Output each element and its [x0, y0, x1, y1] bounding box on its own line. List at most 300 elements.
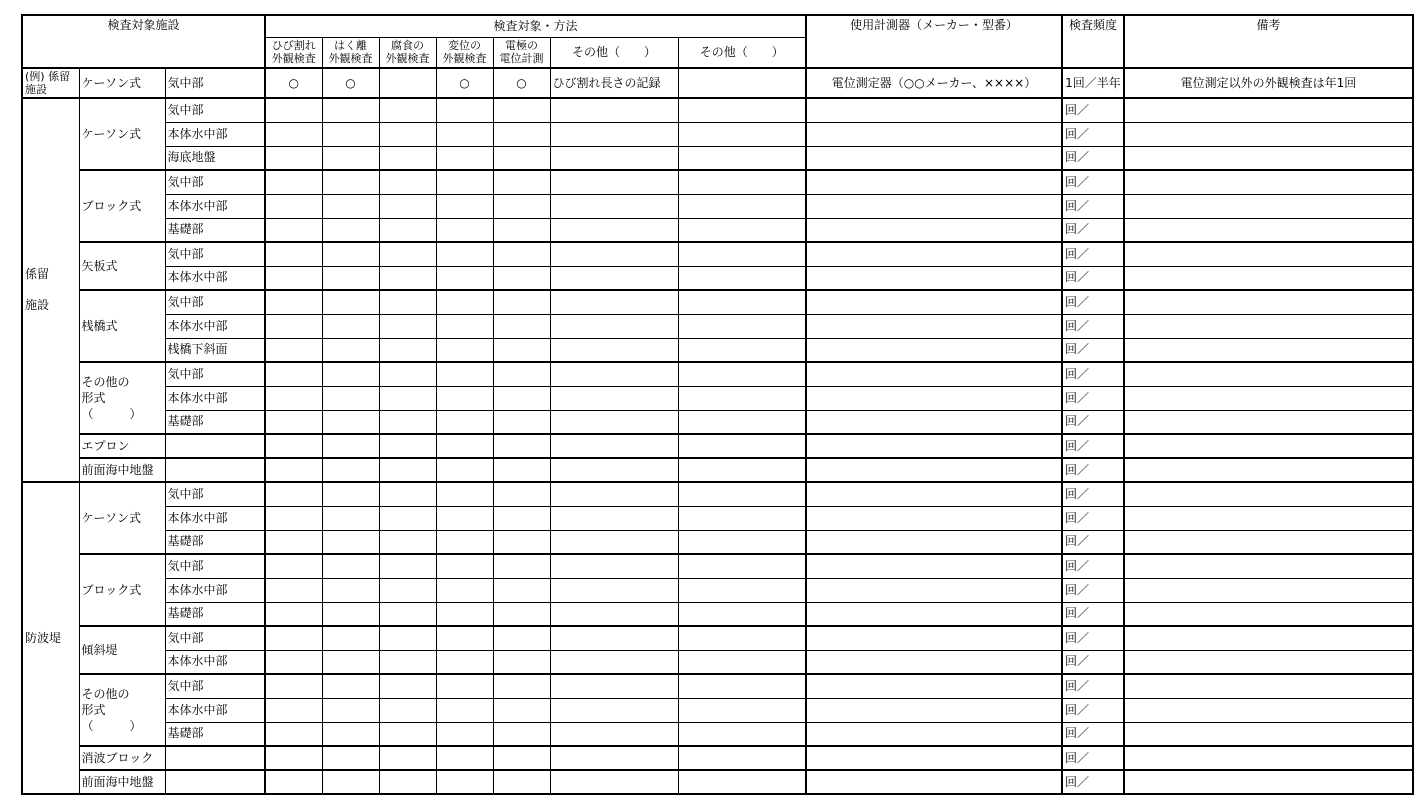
breakwater-0-2-entry-6[interactable]: [550, 530, 678, 554]
breakwater-0-2-frequency[interactable]: 回／: [1062, 530, 1124, 554]
mooring-1-2-entry-7[interactable]: [678, 218, 806, 242]
mooring-1-0-entry-1[interactable]: [265, 170, 322, 194]
breakwater-1-0-entry-7[interactable]: [678, 554, 806, 578]
mooring-2-1-entry-6[interactable]: [550, 266, 678, 290]
breakwater-single-1-entry-7[interactable]: [678, 770, 806, 794]
mooring-0-0-entry-5[interactable]: [493, 98, 550, 122]
mooring-single-0-entry-5[interactable]: [493, 434, 550, 458]
mooring-single-0-entry-7[interactable]: [678, 434, 806, 458]
mooring-part-3-0: 気中部: [165, 290, 265, 314]
example-mark-5: ○: [493, 68, 550, 98]
mooring-0-1-entry-7[interactable]: [678, 122, 806, 146]
breakwater-0-0-entry-2[interactable]: [322, 482, 379, 506]
mooring-part-0-0: 気中部: [165, 98, 265, 122]
mooring-3-0-entry-6[interactable]: [550, 290, 678, 314]
mooring-4-1-entry-5[interactable]: [493, 386, 550, 410]
breakwater-1-0-entry-2[interactable]: [322, 554, 379, 578]
mooring-2-0-entry-1[interactable]: [265, 242, 322, 266]
breakwater-1-1-remark[interactable]: [1124, 578, 1413, 602]
breakwater-single-1-entry-3[interactable]: [379, 770, 436, 794]
breakwater-1-2-entry-7[interactable]: [678, 602, 806, 626]
mooring-single-1-entry-7[interactable]: [678, 458, 806, 482]
mooring-0-2-entry-6[interactable]: [550, 146, 678, 170]
breakwater-1-0-entry-1[interactable]: [265, 554, 322, 578]
mooring-1-2-entry-2[interactable]: [322, 218, 379, 242]
breakwater-2-1-frequency[interactable]: 回／: [1062, 650, 1124, 674]
mooring-single-1-remark[interactable]: [1124, 458, 1413, 482]
breakwater-1-0-entry-3[interactable]: [379, 554, 436, 578]
breakwater-3-2-entry-5[interactable]: [493, 722, 550, 746]
mooring-1-1-entry-6[interactable]: [550, 194, 678, 218]
mooring-1-1-entry-2[interactable]: [322, 194, 379, 218]
mooring-4-1-entry-6[interactable]: [550, 386, 678, 410]
breakwater-0-0-entry-3[interactable]: [379, 482, 436, 506]
breakwater-single-0-instrument[interactable]: [806, 746, 1062, 770]
breakwater-3-2-entry-1[interactable]: [265, 722, 322, 746]
breakwater-2-0-entry-5[interactable]: [493, 626, 550, 650]
breakwater-1-1-entry-1[interactable]: [265, 578, 322, 602]
mooring-4-2-entry-4[interactable]: [436, 410, 493, 434]
mooring-single-1-entry-2[interactable]: [322, 458, 379, 482]
mooring-3-0-instrument[interactable]: [806, 290, 1062, 314]
mooring-0-1-entry-2[interactable]: [322, 122, 379, 146]
breakwater-1-2-remark[interactable]: [1124, 602, 1413, 626]
mooring-3-2-entry-1[interactable]: [265, 338, 322, 362]
breakwater-3-1-entry-7[interactable]: [678, 698, 806, 722]
breakwater-1-2-instrument[interactable]: [806, 602, 1062, 626]
mooring-2-0-entry-2[interactable]: [322, 242, 379, 266]
mooring-1-1-entry-7[interactable]: [678, 194, 806, 218]
mooring-0-0-frequency[interactable]: 回／: [1062, 98, 1124, 122]
mooring-2-1-entry-1[interactable]: [265, 266, 322, 290]
breakwater-0-0-entry-7[interactable]: [678, 482, 806, 506]
breakwater-single-0-entry-1[interactable]: [265, 746, 322, 770]
breakwater-single-1-entry-4[interactable]: [436, 770, 493, 794]
mooring-0-0-entry-6[interactable]: [550, 98, 678, 122]
mooring-single-0-entry-1[interactable]: [265, 434, 322, 458]
breakwater-2-1-entry-6[interactable]: [550, 650, 678, 674]
mooring-2-1-entry-3[interactable]: [379, 266, 436, 290]
breakwater-0-0-remark[interactable]: [1124, 482, 1413, 506]
mooring-2-1-entry-4[interactable]: [436, 266, 493, 290]
mooring-1-0-entry-6[interactable]: [550, 170, 678, 194]
mooring-0-2-entry-3[interactable]: [379, 146, 436, 170]
breakwater-1-0-remark[interactable]: [1124, 554, 1413, 578]
mooring-3-1-entry-2[interactable]: [322, 314, 379, 338]
mooring-3-0-entry-3[interactable]: [379, 290, 436, 314]
breakwater-1-0-entry-6[interactable]: [550, 554, 678, 578]
breakwater-single-0-entry-4[interactable]: [436, 746, 493, 770]
breakwater-0-1-entry-7[interactable]: [678, 506, 806, 530]
mooring-4-0-entry-3[interactable]: [379, 362, 436, 386]
breakwater-3-1-instrument[interactable]: [806, 698, 1062, 722]
mooring-4-1-entry-2[interactable]: [322, 386, 379, 410]
mooring-single-1-entry-6[interactable]: [550, 458, 678, 482]
breakwater-0-2-entry-2[interactable]: [322, 530, 379, 554]
example-label: (例) 係留 施設: [22, 68, 79, 98]
breakwater-3-2-entry-2[interactable]: [322, 722, 379, 746]
mooring-3-1-entry-5[interactable]: [493, 314, 550, 338]
mooring-3-1-entry-3[interactable]: [379, 314, 436, 338]
breakwater-2-0-entry-3[interactable]: [379, 626, 436, 650]
mooring-2-1-entry-7[interactable]: [678, 266, 806, 290]
breakwater-2-1-entry-1[interactable]: [265, 650, 322, 674]
mooring-0-0-entry-7[interactable]: [678, 98, 806, 122]
breakwater-3-0-entry-3[interactable]: [379, 674, 436, 698]
breakwater-1-2-frequency[interactable]: 回／: [1062, 602, 1124, 626]
breakwater-0-1-entry-3[interactable]: [379, 506, 436, 530]
breakwater-single-1-entry-5[interactable]: [493, 770, 550, 794]
breakwater-3-2-entry-6[interactable]: [550, 722, 678, 746]
mooring-4-0-entry-1[interactable]: [265, 362, 322, 386]
mooring-4-2-entry-2[interactable]: [322, 410, 379, 434]
breakwater-2-0-entry-1[interactable]: [265, 626, 322, 650]
mooring-0-2-entry-5[interactable]: [493, 146, 550, 170]
mooring-1-0-entry-5[interactable]: [493, 170, 550, 194]
mooring-4-1-entry-4[interactable]: [436, 386, 493, 410]
breakwater-2-1-entry-7[interactable]: [678, 650, 806, 674]
example-mark-2: ○: [322, 68, 379, 98]
mooring-1-0-entry-7[interactable]: [678, 170, 806, 194]
mooring-4-0-entry-2[interactable]: [322, 362, 379, 386]
breakwater-1-1-entry-5[interactable]: [493, 578, 550, 602]
mooring-3-2-entry-7[interactable]: [678, 338, 806, 362]
breakwater-single-1-instrument[interactable]: [806, 770, 1062, 794]
breakwater-1-0-instrument[interactable]: [806, 554, 1062, 578]
mooring-single-1-instrument[interactable]: [806, 458, 1062, 482]
breakwater-2-1-remark[interactable]: [1124, 650, 1413, 674]
breakwater-3-0-instrument[interactable]: [806, 674, 1062, 698]
breakwater-2-0-entry-7[interactable]: [678, 626, 806, 650]
mooring-3-2-entry-4[interactable]: [436, 338, 493, 362]
breakwater-2-0-remark[interactable]: [1124, 626, 1413, 650]
mooring-0-2-instrument[interactable]: [806, 146, 1062, 170]
mooring-3-0-entry-7[interactable]: [678, 290, 806, 314]
mooring-2-0-entry-7[interactable]: [678, 242, 806, 266]
breakwater-single-0-entry-3[interactable]: [379, 746, 436, 770]
breakwater-3-0-entry-1[interactable]: [265, 674, 322, 698]
mooring-1-1-frequency[interactable]: 回／: [1062, 194, 1124, 218]
mooring-4-2-frequency[interactable]: 回／: [1062, 410, 1124, 434]
mooring-single-1-entry-4[interactable]: [436, 458, 493, 482]
mooring-4-1-entry-7[interactable]: [678, 386, 806, 410]
mooring-2-1-remark[interactable]: [1124, 266, 1413, 290]
mooring-3-0-entry-4[interactable]: [436, 290, 493, 314]
mooring-1-0-remark[interactable]: [1124, 170, 1413, 194]
breakwater-part-2-1: 本体水中部: [165, 650, 265, 674]
mooring-3-0-frequency[interactable]: 回／: [1062, 290, 1124, 314]
breakwater-2-1-entry-4[interactable]: [436, 650, 493, 674]
mooring-part-1-2: 基礎部: [165, 218, 265, 242]
mooring-0-1-entry-3[interactable]: [379, 122, 436, 146]
breakwater-0-0-entry-4[interactable]: [436, 482, 493, 506]
breakwater-3-2-frequency[interactable]: 回／: [1062, 722, 1124, 746]
mooring-4-2-entry-3[interactable]: [379, 410, 436, 434]
mooring-4-2-entry-1[interactable]: [265, 410, 322, 434]
mooring-4-2-entry-7[interactable]: [678, 410, 806, 434]
breakwater-1-1-frequency[interactable]: 回／: [1062, 578, 1124, 602]
mooring-4-2-instrument[interactable]: [806, 410, 1062, 434]
mooring-2-1-frequency[interactable]: 回／: [1062, 266, 1124, 290]
breakwater-1-2-entry-6[interactable]: [550, 602, 678, 626]
mooring-3-2-entry-6[interactable]: [550, 338, 678, 362]
breakwater-1-2-entry-3[interactable]: [379, 602, 436, 626]
mooring-4-0-entry-4[interactable]: [436, 362, 493, 386]
mooring-single-1-frequency[interactable]: 回／: [1062, 458, 1124, 482]
mooring-0-2-frequency[interactable]: 回／: [1062, 146, 1124, 170]
breakwater-single-0-entry-7[interactable]: [678, 746, 806, 770]
mooring-1-0-entry-2[interactable]: [322, 170, 379, 194]
breakwater-0-2-entry-4[interactable]: [436, 530, 493, 554]
mooring-part-4-2: 基礎部: [165, 410, 265, 434]
breakwater-0-0-entry-1[interactable]: [265, 482, 322, 506]
mooring-1-1-entry-3[interactable]: [379, 194, 436, 218]
mooring-4-0-remark[interactable]: [1124, 362, 1413, 386]
breakwater-single-0-entry-2[interactable]: [322, 746, 379, 770]
breakwater-1-1-instrument[interactable]: [806, 578, 1062, 602]
mooring-1-0-entry-4[interactable]: [436, 170, 493, 194]
breakwater-1-2-entry-1[interactable]: [265, 602, 322, 626]
breakwater-1-2-entry-4[interactable]: [436, 602, 493, 626]
mooring-3-2-entry-2[interactable]: [322, 338, 379, 362]
mooring-single-1-entry-3[interactable]: [379, 458, 436, 482]
breakwater-single-0-remark[interactable]: [1124, 746, 1413, 770]
mooring-3-2-remark[interactable]: [1124, 338, 1413, 362]
breakwater-3-1-frequency[interactable]: 回／: [1062, 698, 1124, 722]
mooring-1-2-entry-3[interactable]: [379, 218, 436, 242]
breakwater-3-0-frequency[interactable]: 回／: [1062, 674, 1124, 698]
mooring-0-2-entry-2[interactable]: [322, 146, 379, 170]
mooring-3-1-entry-1[interactable]: [265, 314, 322, 338]
mooring-2-1-entry-2[interactable]: [322, 266, 379, 290]
mooring-0-1-remark[interactable]: [1124, 122, 1413, 146]
mooring-3-0-entry-2[interactable]: [322, 290, 379, 314]
mooring-4-2-entry-6[interactable]: [550, 410, 678, 434]
mooring-4-0-entry-7[interactable]: [678, 362, 806, 386]
breakwater-0-2-remark[interactable]: [1124, 530, 1413, 554]
breakwater-1-1-entry-2[interactable]: [322, 578, 379, 602]
breakwater-0-1-entry-2[interactable]: [322, 506, 379, 530]
mooring-4-0-frequency[interactable]: 回／: [1062, 362, 1124, 386]
mooring-3-2-entry-5[interactable]: [493, 338, 550, 362]
breakwater-0-1-instrument[interactable]: [806, 506, 1062, 530]
mooring-3-1-entry-7[interactable]: [678, 314, 806, 338]
mooring-4-1-entry-1[interactable]: [265, 386, 322, 410]
mooring-single-1-entry-1[interactable]: [265, 458, 322, 482]
breakwater-1-1-entry-7[interactable]: [678, 578, 806, 602]
mooring-single-0-entry-6[interactable]: [550, 434, 678, 458]
mooring-single-0-entry-3[interactable]: [379, 434, 436, 458]
mooring-3-1-entry-6[interactable]: [550, 314, 678, 338]
breakwater-3-1-entry-2[interactable]: [322, 698, 379, 722]
mooring-2-0-entry-3[interactable]: [379, 242, 436, 266]
mooring-3-2-instrument[interactable]: [806, 338, 1062, 362]
breakwater-3-0-entry-2[interactable]: [322, 674, 379, 698]
mooring-1-2-entry-6[interactable]: [550, 218, 678, 242]
breakwater-3-1-entry-6[interactable]: [550, 698, 678, 722]
breakwater-0-2-entry-3[interactable]: [379, 530, 436, 554]
mooring-0-0-entry-1[interactable]: [265, 98, 322, 122]
mooring-single-0-entry-2[interactable]: [322, 434, 379, 458]
breakwater-single-0-entry-6[interactable]: [550, 746, 678, 770]
breakwater-0-1-entry-1[interactable]: [265, 506, 322, 530]
mooring-0-1-entry-6[interactable]: [550, 122, 678, 146]
mooring-3-1-frequency[interactable]: 回／: [1062, 314, 1124, 338]
mooring-0-0-entry-3[interactable]: [379, 98, 436, 122]
breakwater-single-0-frequency[interactable]: 回／: [1062, 746, 1124, 770]
breakwater-1-1-entry-3[interactable]: [379, 578, 436, 602]
mooring-2-1-entry-5[interactable]: [493, 266, 550, 290]
breakwater-0-2-entry-7[interactable]: [678, 530, 806, 554]
mooring-1-2-instrument[interactable]: [806, 218, 1062, 242]
mooring-3-1-instrument[interactable]: [806, 314, 1062, 338]
mooring-4-0-instrument[interactable]: [806, 362, 1062, 386]
breakwater-single-1-entry-2[interactable]: [322, 770, 379, 794]
mooring-3-0-entry-5[interactable]: [493, 290, 550, 314]
mooring-0-2-entry-4[interactable]: [436, 146, 493, 170]
mooring-1-2-frequency[interactable]: 回／: [1062, 218, 1124, 242]
mooring-single-0-frequency[interactable]: 回／: [1062, 434, 1124, 458]
mooring-single-0-remark[interactable]: [1124, 434, 1413, 458]
mooring-0-0-entry-2[interactable]: [322, 98, 379, 122]
mooring-2-0-entry-5[interactable]: [493, 242, 550, 266]
breakwater-2-1-entry-2[interactable]: [322, 650, 379, 674]
mooring-1-0-instrument[interactable]: [806, 170, 1062, 194]
breakwater-2-1-entry-3[interactable]: [379, 650, 436, 674]
breakwater-3-0-remark[interactable]: [1124, 674, 1413, 698]
breakwater-3-1-entry-3[interactable]: [379, 698, 436, 722]
breakwater-single-0-entry-5[interactable]: [493, 746, 550, 770]
breakwater-0-0-frequency[interactable]: 回／: [1062, 482, 1124, 506]
mooring-part-3-1: 本体水中部: [165, 314, 265, 338]
breakwater-1-0-entry-4[interactable]: [436, 554, 493, 578]
breakwater-single-1-remark[interactable]: [1124, 770, 1413, 794]
mooring-2-0-entry-6[interactable]: [550, 242, 678, 266]
breakwater-0-2-entry-5[interactable]: [493, 530, 550, 554]
mooring-1-1-entry-1[interactable]: [265, 194, 322, 218]
mooring-0-2-entry-1[interactable]: [265, 146, 322, 170]
mooring-4-1-remark[interactable]: [1124, 386, 1413, 410]
header-frequency: 検査頻度: [1062, 15, 1124, 68]
mooring-single-0-instrument[interactable]: [806, 434, 1062, 458]
breakwater-0-1-entry-4[interactable]: [436, 506, 493, 530]
mooring-1-0-frequency[interactable]: 回／: [1062, 170, 1124, 194]
mooring-1-2-entry-4[interactable]: [436, 218, 493, 242]
breakwater-3-1-remark[interactable]: [1124, 698, 1413, 722]
breakwater-0-1-frequency[interactable]: 回／: [1062, 506, 1124, 530]
mooring-0-0-instrument[interactable]: [806, 98, 1062, 122]
breakwater-1-1-entry-6[interactable]: [550, 578, 678, 602]
mooring-2-0-remark[interactable]: [1124, 242, 1413, 266]
breakwater-3-0-entry-5[interactable]: [493, 674, 550, 698]
mooring-2-0-frequency[interactable]: 回／: [1062, 242, 1124, 266]
breakwater-3-2-remark[interactable]: [1124, 722, 1413, 746]
breakwater-0-0-entry-5[interactable]: [493, 482, 550, 506]
mooring-4-2-remark[interactable]: [1124, 410, 1413, 434]
breakwater-3-0-entry-6[interactable]: [550, 674, 678, 698]
mooring-2-1-instrument[interactable]: [806, 266, 1062, 290]
mooring-1-2-entry-1[interactable]: [265, 218, 322, 242]
mooring-3-2-frequency[interactable]: 回／: [1062, 338, 1124, 362]
mooring-4-2-entry-5[interactable]: [493, 410, 550, 434]
breakwater-single-1-frequency[interactable]: 回／: [1062, 770, 1124, 794]
breakwater-2-0-entry-4[interactable]: [436, 626, 493, 650]
breakwater-0-2-entry-1[interactable]: [265, 530, 322, 554]
breakwater-2-0-instrument[interactable]: [806, 626, 1062, 650]
mooring-0-1-entry-1[interactable]: [265, 122, 322, 146]
mooring-0-2-entry-7[interactable]: [678, 146, 806, 170]
mooring-1-0-entry-3[interactable]: [379, 170, 436, 194]
mooring-1-1-entry-5[interactable]: [493, 194, 550, 218]
mooring-3-0-entry-1[interactable]: [265, 290, 322, 314]
mooring-4-1-instrument[interactable]: [806, 386, 1062, 410]
breakwater-single-1-entry-1[interactable]: [265, 770, 322, 794]
breakwater-3-0-entry-7[interactable]: [678, 674, 806, 698]
breakwater-1-0-entry-5[interactable]: [493, 554, 550, 578]
mooring-1-1-remark[interactable]: [1124, 194, 1413, 218]
breakwater-1-1-entry-4[interactable]: [436, 578, 493, 602]
mooring-0-1-entry-5[interactable]: [493, 122, 550, 146]
mooring-1-1-instrument[interactable]: [806, 194, 1062, 218]
breakwater-single-1-entry-6[interactable]: [550, 770, 678, 794]
mooring-0-1-frequency[interactable]: 回／: [1062, 122, 1124, 146]
mooring-3-0-remark[interactable]: [1124, 290, 1413, 314]
mooring-4-1-entry-3[interactable]: [379, 386, 436, 410]
breakwater-1-2-entry-2[interactable]: [322, 602, 379, 626]
mooring-1-2-entry-5[interactable]: [493, 218, 550, 242]
mooring-2-0-instrument[interactable]: [806, 242, 1062, 266]
mooring-1-2-remark[interactable]: [1124, 218, 1413, 242]
mooring-4-0-entry-5[interactable]: [493, 362, 550, 386]
breakwater-2-1-instrument[interactable]: [806, 650, 1062, 674]
breakwater-0-1-entry-6[interactable]: [550, 506, 678, 530]
breakwater-2-0-frequency[interactable]: 回／: [1062, 626, 1124, 650]
mooring-3-1-remark[interactable]: [1124, 314, 1413, 338]
mooring-1-1-entry-4[interactable]: [436, 194, 493, 218]
mooring-4-1-frequency[interactable]: 回／: [1062, 386, 1124, 410]
mooring-single-0-entry-4[interactable]: [436, 434, 493, 458]
breakwater-3-2-entry-3[interactable]: [379, 722, 436, 746]
mooring-3-2-entry-3[interactable]: [379, 338, 436, 362]
breakwater-2-1-entry-5[interactable]: [493, 650, 550, 674]
breakwater-3-1-entry-5[interactable]: [493, 698, 550, 722]
breakwater-0-1-entry-5[interactable]: [493, 506, 550, 530]
breakwater-2-0-entry-2[interactable]: [322, 626, 379, 650]
mooring-0-1-instrument[interactable]: [806, 122, 1062, 146]
breakwater-3-1-entry-4[interactable]: [436, 698, 493, 722]
breakwater-0-0-entry-6[interactable]: [550, 482, 678, 506]
breakwater-3-0-entry-4[interactable]: [436, 674, 493, 698]
breakwater-0-1-remark[interactable]: [1124, 506, 1413, 530]
mooring-0-1-entry-4[interactable]: [436, 122, 493, 146]
mooring-0-2-remark[interactable]: [1124, 146, 1413, 170]
mooring-0-0-entry-4[interactable]: [436, 98, 493, 122]
breakwater-0-2-instrument[interactable]: [806, 530, 1062, 554]
mooring-0-0-remark[interactable]: [1124, 98, 1413, 122]
breakwater-1-2-entry-5[interactable]: [493, 602, 550, 626]
breakwater-2-0-entry-6[interactable]: [550, 626, 678, 650]
mooring-3-1-entry-4[interactable]: [436, 314, 493, 338]
breakwater-3-1-entry-1[interactable]: [265, 698, 322, 722]
breakwater-3-2-instrument[interactable]: [806, 722, 1062, 746]
breakwater-1-0-frequency[interactable]: 回／: [1062, 554, 1124, 578]
breakwater-0-0-instrument[interactable]: [806, 482, 1062, 506]
mooring-2-0-entry-4[interactable]: [436, 242, 493, 266]
mooring-4-0-entry-6[interactable]: [550, 362, 678, 386]
breakwater-3-2-entry-7[interactable]: [678, 722, 806, 746]
mooring-single-1-entry-5[interactable]: [493, 458, 550, 482]
breakwater-3-2-entry-4[interactable]: [436, 722, 493, 746]
